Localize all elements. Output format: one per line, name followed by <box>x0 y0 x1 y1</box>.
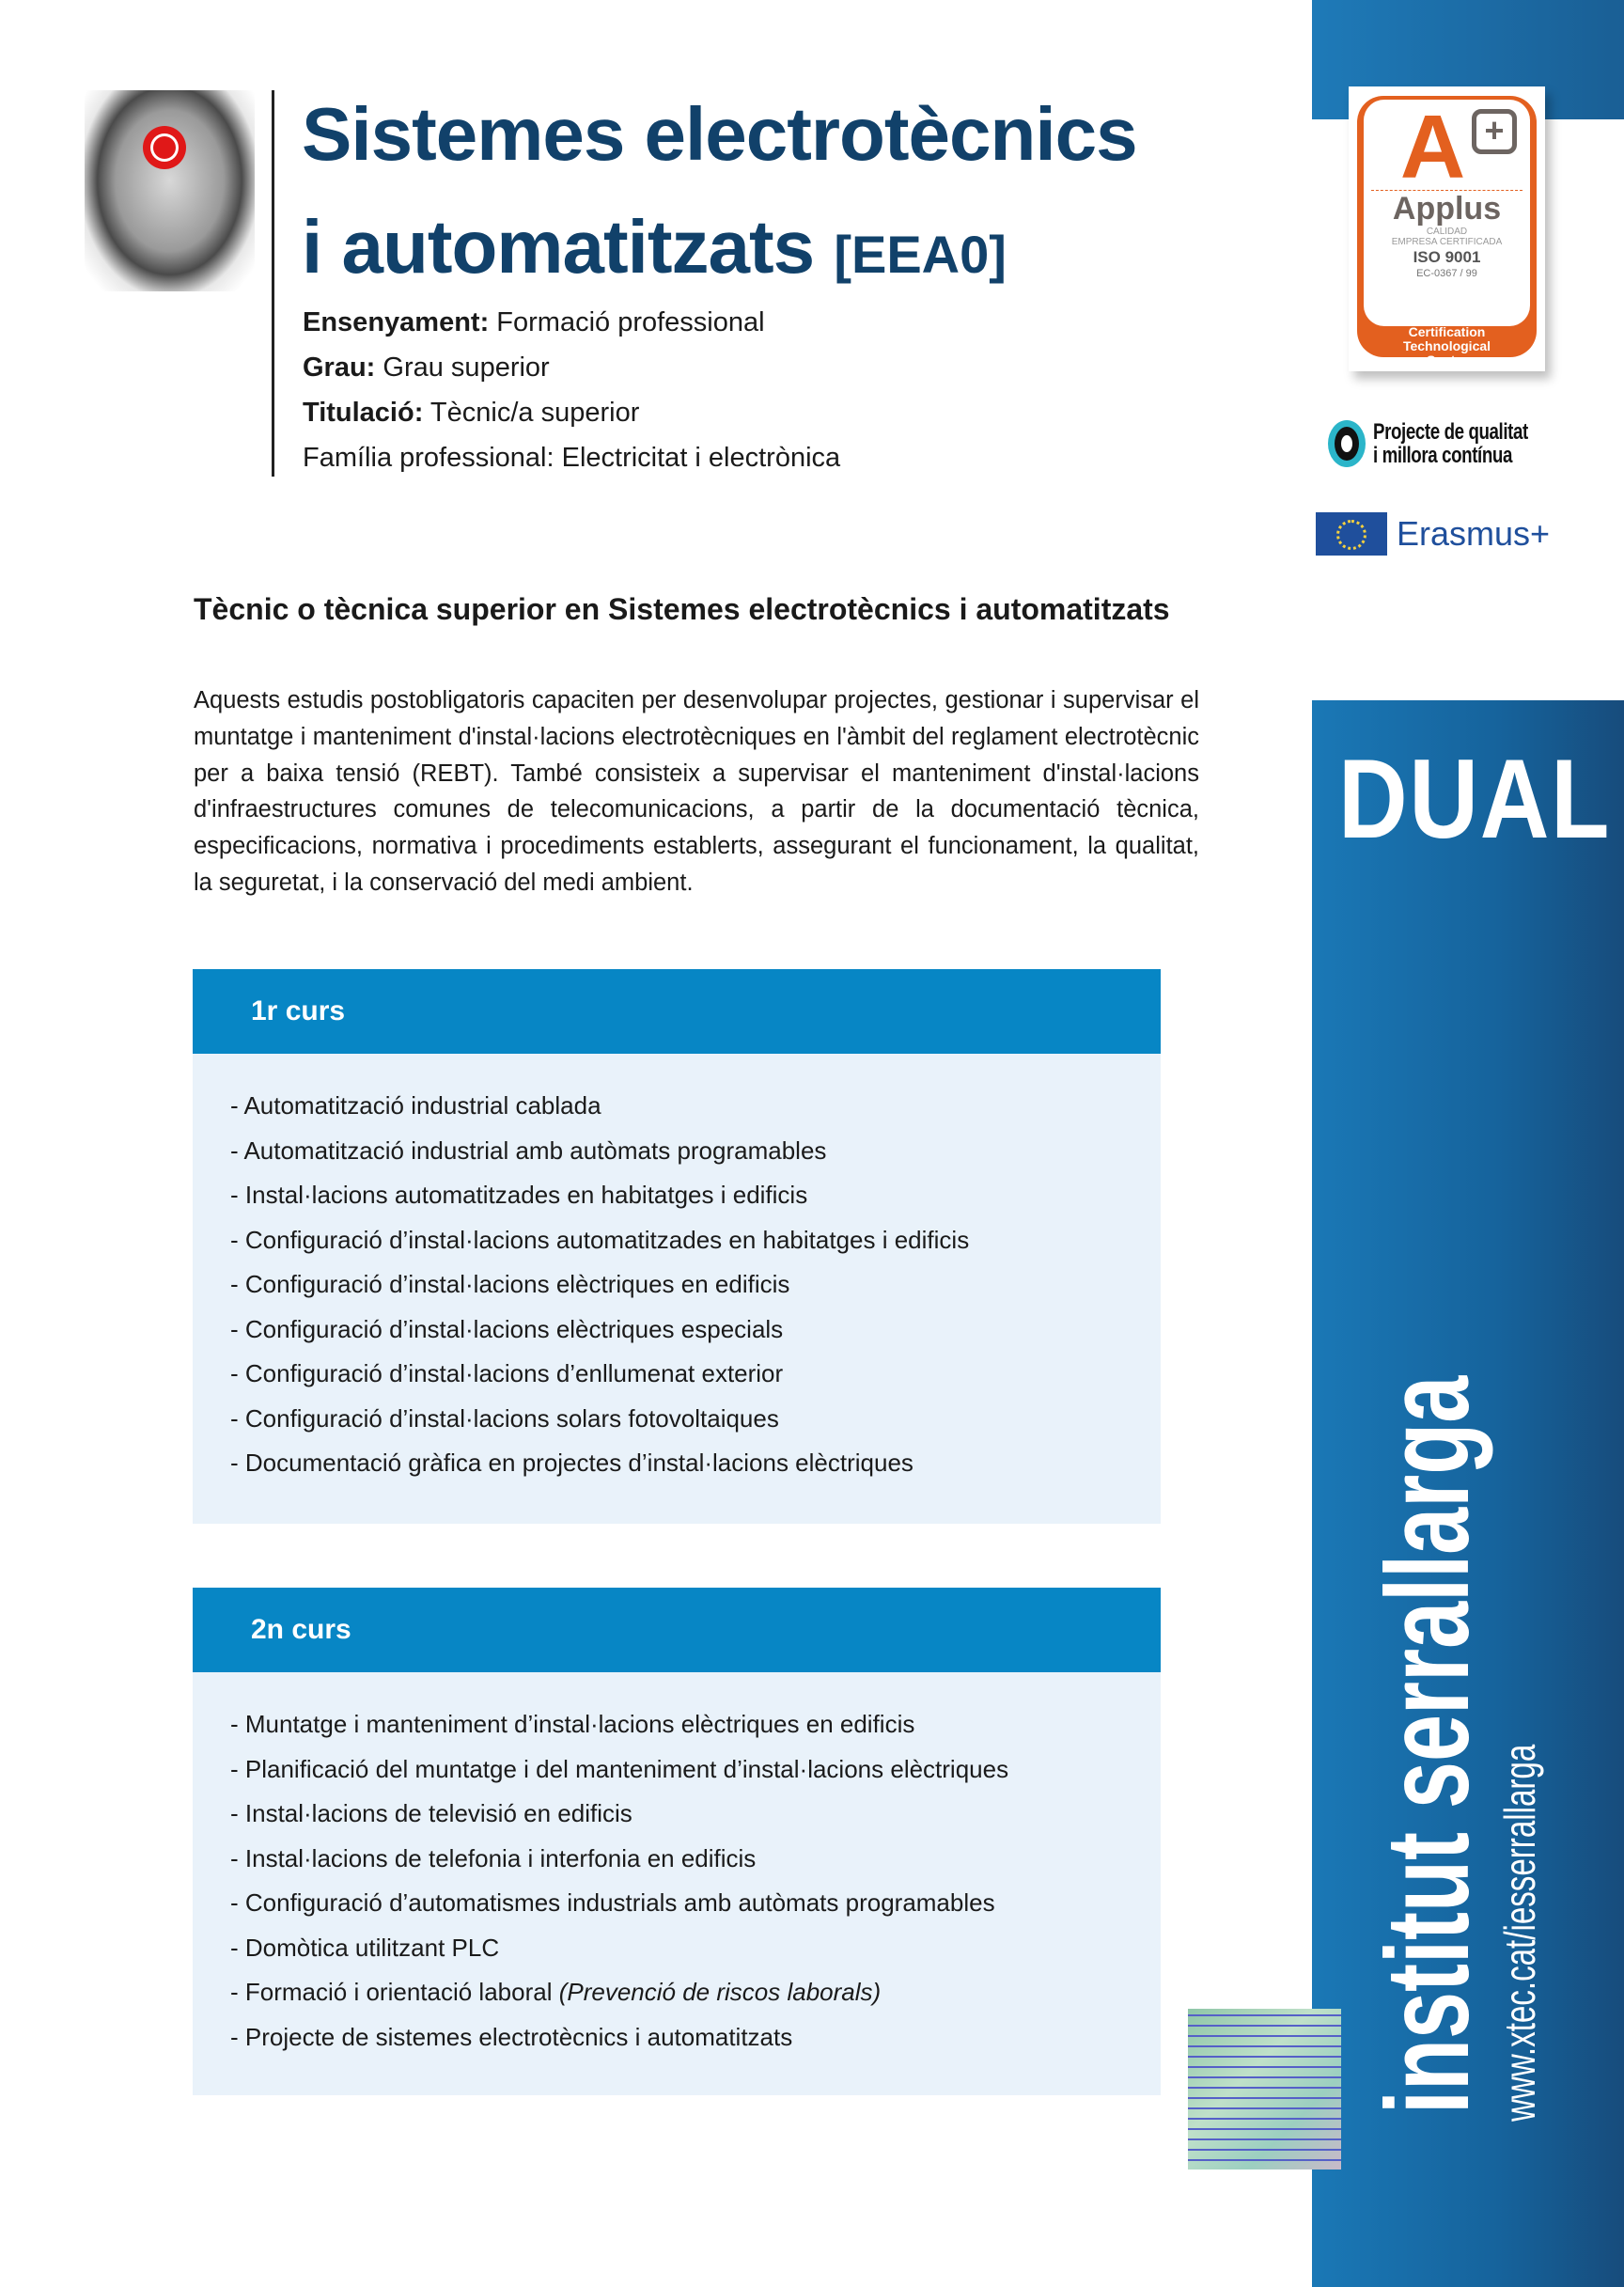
gear-icon <box>143 126 186 169</box>
plus-icon: + <box>1472 109 1517 154</box>
list-item-note: (Prevenció de riscos laborals) <box>558 1978 882 2006</box>
info-value: Formació professional <box>496 307 765 337</box>
list-item: - Configuració d’instal·lacions elèctriques especials <box>230 1314 784 1343</box>
institut-name: institut serrallarga <box>1363 1375 1493 2114</box>
title-text: i automatitzats <box>302 205 815 289</box>
page-title-line1: Sistemes electrotècnics <box>302 92 1137 176</box>
info-label: Grau: <box>303 352 376 383</box>
info-titulacio <box>303 397 639 429</box>
quality-project-logo <box>1328 420 1571 467</box>
quality-line2: i millora contínua <box>1373 443 1512 468</box>
eu-flag-icon <box>1316 512 1387 556</box>
quality-ring-icon <box>1328 420 1366 467</box>
course-box-2 <box>193 1588 1161 2095</box>
applus-iso: ISO 9001 <box>1413 248 1481 266</box>
list-item: - Instal·lacions de televisió en edificis <box>230 1799 632 1827</box>
list-item: - Configuració d’instal·lacions solars fotovoltaiques <box>230 1403 779 1433</box>
website-url: www.xtec.cat/iesserrallarga <box>1495 1744 1544 2122</box>
applus-cert3: Center <box>1426 352 1468 368</box>
info-ensenyament <box>303 306 765 338</box>
list-item: - Instal·lacions automatitzades en habitatges i edificis <box>230 1181 808 1209</box>
list-item: - Configuració d’automatismes industrials amb autòmats programables <box>230 1888 995 1917</box>
list-item: - Configuració d’instal·lacions elèctriques en edificis <box>230 1270 790 1298</box>
info-value: Grau superior <box>383 352 550 383</box>
list-item: - Automatització industrial cablada <box>230 1091 601 1120</box>
list-item: - Configuració d’instal·lacions automatitzades en habitatges i edificis <box>230 1225 970 1254</box>
circuit-board-image <box>1188 2009 1341 2170</box>
section-heading: Tècnic o tècnica superior en Sistemes electrotècnics i automatitzats <box>194 592 1170 626</box>
page-title-line2 <box>302 205 1007 297</box>
divider <box>272 90 274 477</box>
info-label: Titulació: <box>303 398 424 428</box>
info-label: Ensenyament: <box>303 307 490 337</box>
info-grau <box>303 352 550 384</box>
course-box-1 <box>193 969 1161 1524</box>
info-value: Família professional: Electricitat i electrònica <box>303 443 841 473</box>
info-value: Tècnic/a superior <box>429 398 640 428</box>
list-item: - Instal·lacions de telefonia i interfonia en edificis <box>230 1843 757 1872</box>
applus-cert1: Certification <box>1408 324 1486 339</box>
list-item-text: - Formació i orientació laboral <box>230 1978 559 2006</box>
quality-line1: Projecte de qualitat <box>1373 419 1528 445</box>
list-item <box>230 1970 1161 2015</box>
list-item: - Automatització industrial amb autòmats programables <box>230 1136 827 1165</box>
description-paragraph: Aquests estudis postobligatoris capaciten per desenvolupar projectes, gestionar i supervisar el muntatge i manteniment d'instal·lacions electrotècniques en l'àmbit del reglament electrotècnic per a baixa tensió (REBT). També consisteix a supervisar el manteniment d'instal·lacions d'infraestructures comunes de telecomunicacions, a partir de la documentació tècnica, especificacions, normativa i procediments establerts, assegurant el funcionament, la qualitat, la seguretat, i la conservació del medi ambient. <box>194 687 1199 896</box>
head-gears-image <box>85 90 255 291</box>
course-header: 1r curs <box>193 969 1161 1054</box>
list-item: - Configuració d’instal·lacions d’enllumenat exterior <box>230 1359 784 1387</box>
list-item: - Projecte de sistemes electrotècnics i automatitzats <box>230 2022 793 2051</box>
applus-cert2: Technological <box>1402 338 1491 353</box>
list-item: - Domòtica utilitzant PLC <box>230 1933 500 1962</box>
erasmus-label: Erasmus+ <box>1397 514 1551 553</box>
applus-empresa: EMPRESA CERTIFICADA <box>1391 237 1503 247</box>
info-familia <box>303 442 840 474</box>
erasmus-logo <box>1316 512 1550 556</box>
applus-calidad: CALIDAD <box>1426 227 1468 237</box>
course-code: [EEA0] <box>834 225 1007 284</box>
list-item: - Planificació del muntatge i del manteniment d’instal·lacions elèctriques <box>230 1754 1009 1783</box>
list-item: - Muntatge i manteniment d’instal·lacions elèctriques en edificis <box>230 1710 915 1738</box>
applus-brand: Applus <box>1371 190 1522 227</box>
list-item: - Documentació gràfica en projectes d’instal·lacions elèctriques <box>230 1449 914 1477</box>
dual-label: DUAL <box>1338 736 1612 862</box>
course-header: 2n curs <box>193 1588 1161 1672</box>
applus-ec: EC-0367 / 99 <box>1416 268 1477 279</box>
applus-iso-certification-logo: A + Applus CALIDAD EMPRESA CERTIFICADA ISO 9001 EC-0367 / 99 Certification Technological Center <box>1349 86 1545 371</box>
